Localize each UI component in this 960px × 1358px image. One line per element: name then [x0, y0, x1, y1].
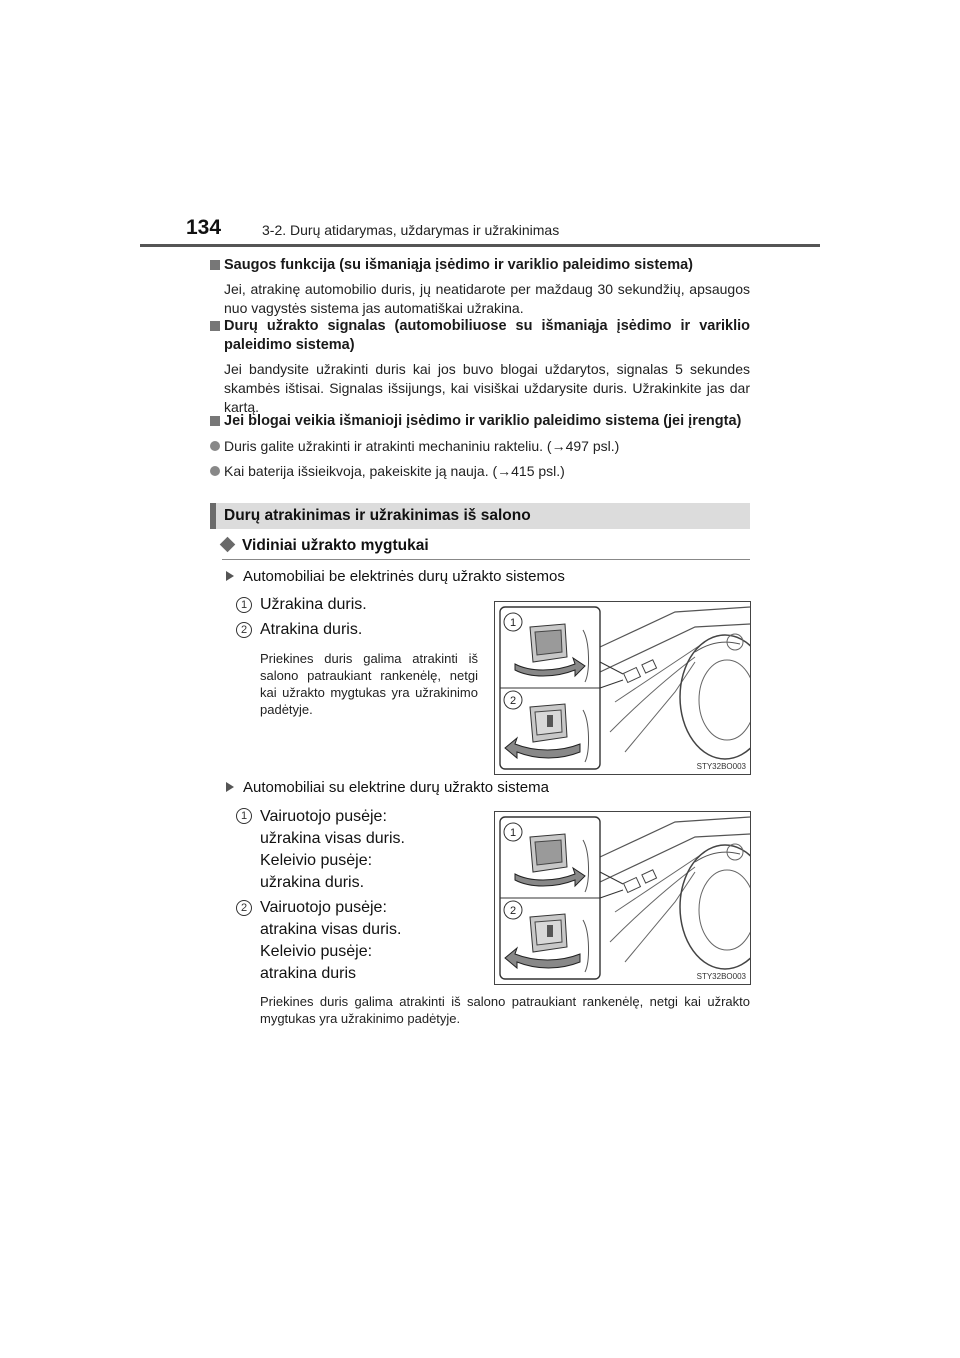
callout-number: 2: [236, 900, 252, 916]
list-item: Kai baterija išsieikvoja, pakeiskite ją nauja. (→415 psl.): [210, 462, 750, 481]
chapter-title: 3-2. Durų atidarymas, uždarymas ir užrakinimas: [262, 222, 560, 238]
subheading: [222, 535, 750, 560]
item-text: Atrakina duris.: [260, 621, 363, 638]
callout-number: 1: [236, 808, 252, 824]
subheading-text: Vidiniai užrakto mygtukai: [242, 537, 429, 554]
item-text-block: Vairuotojo pusėje: užrakina visas duris. Keleivio pusėje: užrakina duris.: [260, 808, 405, 891]
callout-label: 2: [509, 905, 517, 917]
section-body: Jei, atrakinę automobilio duris, jų neatidarote per maždaug 30 sekundžių, apsaugos nuo vagystės sistema jas automatiškai užrakina.: [224, 281, 750, 316]
item-text: Užrakina duris.: [260, 596, 367, 613]
triangle-right-icon: [226, 782, 234, 792]
diamond-icon: [220, 537, 236, 553]
variant-title: Automobiliai su elektrine durų užrakto sistema: [226, 779, 549, 796]
square-bullet-icon: [210, 321, 220, 331]
figure-code: STY32BO003: [696, 972, 746, 981]
round-bullet-icon: [210, 466, 220, 476]
callout-label: 2: [509, 695, 517, 707]
item-text-block: Vairuotojo pusėje: atrakina visas duris. Keleivio pusėje: atrakina duris: [260, 899, 402, 982]
section-smart-entry-fault: [210, 412, 750, 481]
figure-code: STY32BO003: [696, 762, 746, 771]
square-bullet-icon: [210, 260, 220, 270]
section-band: [210, 503, 750, 529]
door-lock-figure-1: [494, 601, 751, 775]
triangle-right-icon: [226, 571, 234, 581]
round-bullet-icon: [210, 441, 220, 451]
band-title: Durų atrakinimas ir užrakinimas iš salono: [224, 507, 531, 524]
section-heading: Durų užrakto signalas (automobiliuose su išmaniąja įsėdimo ir variklio paleidimo sistema): [210, 317, 750, 355]
section-lock-signal: [210, 317, 750, 417]
callout-label: 1: [509, 827, 517, 839]
list-item: Duris galite užrakinti ir atrakinti mechaniniu rakteliu. (→497 psl.): [210, 437, 750, 456]
variant-title: Automobiliai be elektrinės durų užrakto sistemos: [226, 568, 565, 585]
callout-number: 1: [236, 597, 252, 613]
section-safety-function: [210, 256, 750, 318]
page-header: [0, 0, 960, 250]
door-lock-figure-2: [494, 811, 751, 985]
door-lock-illustration: [495, 812, 750, 984]
section-body: Jei bandysite užrakinti duris kai jos buvo blogai uždarytos, signalas 5 sekundes skambės ištisai. Signalas išsijungs, kai visiškai uždarysite duris. Užrakinkite jas dar kartą.: [224, 361, 750, 415]
square-bullet-icon: [210, 416, 220, 426]
callout-number: 2: [236, 622, 252, 638]
note-text: Priekines duris galima atrakinti iš salono patraukiant rankenėlę, netgi kai užrakto mygtukas yra užrakinimo padėtyje.: [260, 994, 750, 1026]
note-text: Priekines duris galima atrakinti iš salono patraukiant rankenėlę, netgi kai užrakto mygtukas yra užrakinimo padėtyje.: [260, 651, 478, 717]
page-number: 134: [186, 216, 222, 239]
callout-label: 1: [509, 617, 517, 629]
section-heading: Saugos funkcija (su išmaniąja įsėdimo ir variklio paleidimo sistema): [210, 256, 750, 275]
band-accent-bar: [210, 503, 216, 529]
header-divider: [140, 244, 820, 247]
door-lock-illustration: [495, 602, 750, 774]
section-heading: Jei blogai veikia išmanioji įsėdimo ir variklio paleidimo sistema (jei įrengta): [210, 412, 750, 431]
